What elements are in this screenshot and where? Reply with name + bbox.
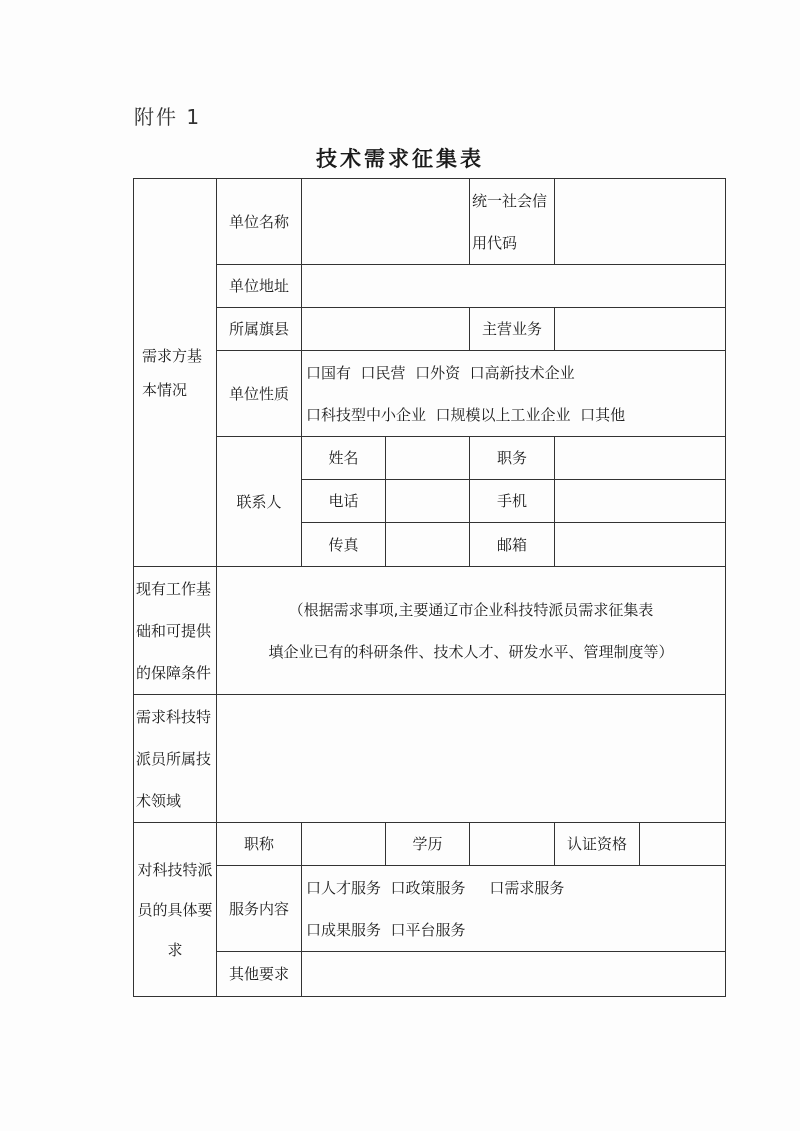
other-requirements-field[interactable] — [302, 952, 726, 997]
mobile-label: 手机 — [470, 480, 555, 523]
unit-nature-label: 单位性质 — [217, 351, 302, 437]
county-label: 所属旗县 — [217, 308, 302, 351]
service-content-options[interactable] — [302, 866, 726, 952]
fax-field[interactable] — [386, 523, 470, 567]
unit-address-field[interactable] — [302, 265, 726, 308]
page-title: 技术需求征集表 — [316, 147, 484, 171]
title-field[interactable] — [302, 823, 386, 866]
certification-label: 认证资格 — [555, 823, 640, 866]
contact-label: 联系人 — [217, 437, 302, 567]
certification-field[interactable] — [640, 823, 726, 866]
credit-code-field[interactable] — [555, 179, 726, 265]
main-business-label: 主营业务 — [470, 308, 555, 351]
phone-field[interactable] — [386, 480, 470, 523]
title-label: 职称 — [217, 823, 302, 866]
name-label: 姓名 — [302, 437, 386, 480]
email-field[interactable] — [555, 523, 726, 567]
section-requirements: 对科技特派员的具体要求 — [134, 823, 217, 997]
fax-label: 传真 — [302, 523, 386, 567]
credit-code-label: 统一社会信用代码 — [470, 179, 555, 265]
foundation-hint-line2: 填企业已有的科研条件、技术人才、研发水平、管理制度等） — [268, 642, 674, 661]
section-tech-field: 需求科技特派员所属技术领域 — [134, 695, 217, 823]
section-foundation: 现有工作基础和可提供的保障条件 — [134, 567, 217, 695]
demand-form-table — [133, 178, 726, 997]
tech-field-field[interactable] — [217, 695, 726, 823]
nature-options-line1[interactable]: 口国有 口民营 口外资 口高新技术企业 — [306, 363, 575, 382]
phone-label: 电话 — [302, 480, 386, 523]
education-field[interactable] — [470, 823, 555, 866]
attachment-label: 附件 1 — [134, 105, 202, 129]
service-options-line2[interactable]: 口成果服务 口平台服务 — [306, 920, 466, 939]
unit-address-label: 单位地址 — [217, 265, 302, 308]
nature-options-line2[interactable]: 口科技型中小企业 口规模以上工业企业 口其他 — [306, 405, 626, 424]
foundation-hint-line1: （根据需求事项,主要通辽市企业科技特派员需求征集表 — [288, 600, 654, 619]
service-options-line1[interactable]: 口人才服务 口政策服务 口需求服务 — [306, 878, 565, 897]
position-label: 职务 — [470, 437, 555, 480]
county-field[interactable] — [302, 308, 470, 351]
unit-name-label: 单位名称 — [217, 179, 302, 265]
education-label: 学历 — [386, 823, 470, 866]
position-field[interactable] — [555, 437, 726, 480]
other-requirements-label: 其他要求 — [217, 952, 302, 997]
foundation-field[interactable] — [217, 567, 726, 695]
email-label: 邮箱 — [470, 523, 555, 567]
name-field[interactable] — [386, 437, 470, 480]
section-basic-info: 需求方基本情况 — [134, 179, 217, 567]
unit-nature-options[interactable] — [302, 351, 726, 437]
main-business-field[interactable] — [555, 308, 726, 351]
service-content-label: 服务内容 — [217, 866, 302, 952]
unit-name-field[interactable] — [302, 179, 470, 265]
mobile-field[interactable] — [555, 480, 726, 523]
